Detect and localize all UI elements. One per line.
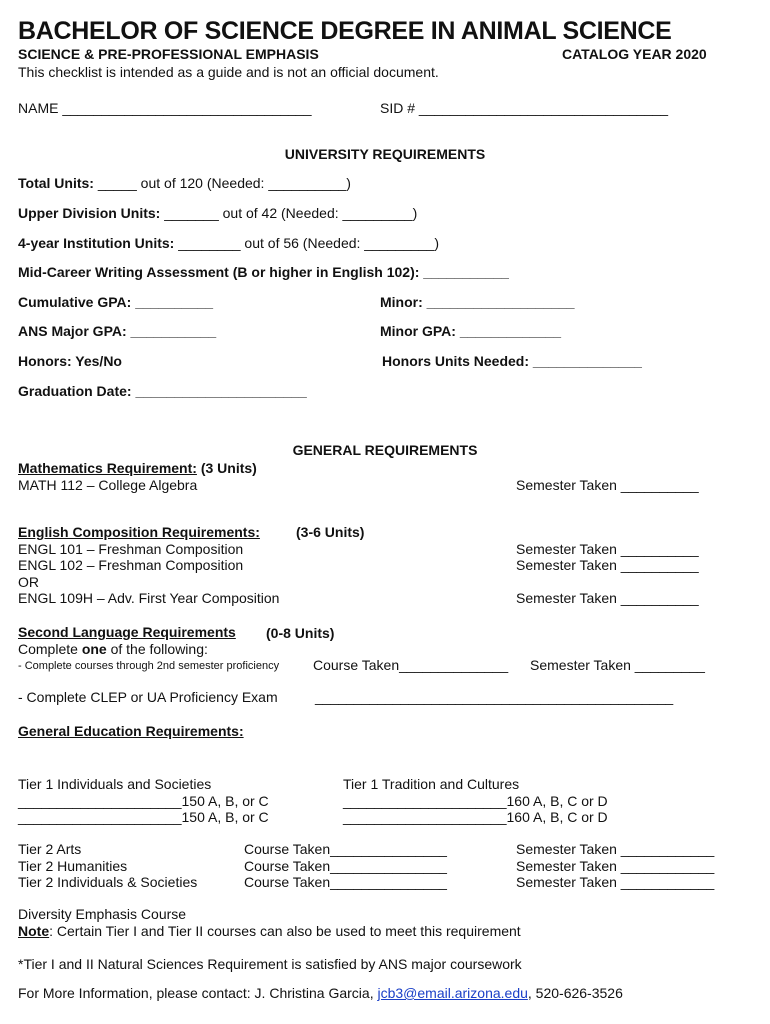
contact-email-link[interactable]: jcb3@email.arizona.edu: [377, 985, 528, 1001]
note-label: Note: [18, 923, 50, 939]
institution-units-field[interactable]: ________ out of 56 (Needed: _________): [174, 235, 440, 251]
tier2-arts-course-field[interactable]: Course Taken_______________: [244, 841, 447, 857]
note-text: : Certain Tier I and Tier II courses can also be used to meet this requirement: [49, 923, 521, 939]
upper-division-label: Upper Division Units:: [18, 205, 161, 221]
second-language-heading: [18, 624, 236, 640]
minor-gpa-field[interactable]: Minor GPA: _____________: [380, 323, 562, 339]
tier2-arts-label: Tier 2 Arts: [18, 841, 82, 857]
second-language-title: Second Language Requirements: [18, 624, 236, 640]
language-option-courses: - Complete courses through 2nd semester proficiency: [18, 660, 280, 672]
tier2-individuals-semester-field[interactable]: Semester Taken ____________: [516, 874, 715, 891]
engl-101-semester-field[interactable]: Semester Taken __________: [516, 541, 699, 557]
cumulative-gpa-field[interactable]: Cumulative GPA: __________: [18, 294, 214, 310]
ans-major-gpa-field[interactable]: ANS Major GPA: ___________: [18, 323, 217, 339]
tier1-individuals-label: Tier 1 Individuals and Societies: [18, 776, 212, 792]
engl-109h-course: ENGL 109H – Adv. First Year Composition: [18, 590, 280, 606]
math-semester-field[interactable]: Semester Taken __________: [516, 477, 699, 493]
english-units: (3-6 Units): [296, 524, 365, 540]
language-option-exam: - Complete CLEP or UA Proficiency Exam: [18, 689, 278, 705]
tier2-individuals-course-field[interactable]: Course Taken_______________: [244, 874, 447, 891]
tier2-humanities-label: Tier 2 Humanities: [18, 857, 128, 874]
or-label: OR: [18, 574, 39, 590]
tier2-labels: [18, 841, 197, 891]
mid-career-writing-field[interactable]: Mid-Career Writing Assessment (B or higher in English 102): ___________: [18, 264, 509, 280]
language-complete-one: [18, 641, 208, 657]
total-units-field[interactable]: _____ out of 120 (Needed: __________): [93, 175, 351, 191]
engl-102-semester-field[interactable]: Semester Taken __________: [516, 557, 699, 573]
tier2-humanities-course-field[interactable]: Course Taken_______________: [244, 857, 447, 874]
catalog-year: CATALOG YEAR 2020: [562, 46, 707, 62]
language-course-taken-field[interactable]: Course Taken______________: [313, 657, 509, 673]
complete-one: one: [81, 641, 107, 657]
upper-division-field[interactable]: _______ out of 42 (Needed: _________): [160, 205, 418, 221]
math-requirement-heading: [18, 460, 257, 476]
tier1-individuals-field-b[interactable]: _____________________150 A, B, or C: [18, 809, 269, 826]
tier2-arts-semester-field[interactable]: Semester Taken ____________: [516, 841, 715, 857]
tier2-humanities-semester-field[interactable]: Semester Taken ____________: [516, 857, 715, 874]
complete-pre: Complete: [18, 641, 82, 657]
diversity-course-label: Diversity Emphasis Course: [18, 906, 187, 922]
document-title: BACHELOR OF SCIENCE DEGREE IN ANIMAL SCIENCE: [18, 17, 672, 45]
honors-field[interactable]: Honors: Yes/No: [18, 353, 122, 369]
institution-units-label: 4-year Institution Units:: [18, 235, 175, 251]
language-semester-field[interactable]: Semester Taken _________: [530, 657, 705, 673]
second-language-units: (0-8 Units): [266, 625, 335, 641]
tier2-individuals-label: Tier 2 Individuals & Societies: [18, 874, 198, 891]
tier1-traditions-field-a[interactable]: _____________________160 A, B, C or D: [343, 792, 608, 809]
natural-sciences-note: *Tier I and II Natural Sciences Requirement is satisfied by ANS major coursework: [18, 956, 522, 972]
institution-units-row: [18, 235, 439, 251]
honors-units-field[interactable]: Honors Units Needed: ______________: [382, 353, 642, 369]
contact-prefix: For More Information, please contact: J. Christina Garcia,: [18, 985, 378, 1001]
math-units: (3 Units): [196, 460, 257, 476]
gen-ed-heading: General Education Requirements:: [18, 723, 244, 739]
total-units-label: Total Units:: [18, 175, 94, 191]
math-requirement-title: Mathematics Requirement:: [18, 460, 197, 476]
engl-101-course: ENGL 101 – Freshman Composition: [18, 541, 244, 557]
university-requirements-heading: UNIVERSITY REQUIREMENTS: [284, 146, 486, 162]
tier1-traditions-field-b[interactable]: _____________________160 A, B, C or D: [343, 809, 608, 826]
tier1-traditions-block: [343, 776, 608, 826]
disclaimer: This checklist is intended as a guide and is not an official document.: [18, 64, 439, 80]
contact-line: [18, 985, 623, 1001]
tier1-individuals-block: [18, 776, 269, 826]
english-requirement-heading: [18, 524, 260, 540]
note-line: [18, 923, 521, 939]
english-requirement-title: English Composition Requirements:: [18, 524, 260, 540]
complete-post: of the following:: [106, 641, 208, 657]
graduation-date-field[interactable]: Graduation Date: ______________________: [18, 383, 307, 399]
general-requirements-heading: GENERAL REQUIREMENTS: [292, 442, 478, 458]
tier1-individuals-field-a[interactable]: _____________________150 A, B, or C: [18, 792, 269, 809]
upper-division-row: [18, 205, 417, 221]
tier2-course-fields: [244, 841, 447, 891]
name-field[interactable]: NAME ________________________________: [18, 100, 312, 116]
minor-field[interactable]: Minor: ___________________: [380, 294, 575, 310]
tier2-semester-fields: [516, 841, 714, 891]
contact-phone: , 520-626-3526: [527, 985, 623, 1001]
engl-102-course: ENGL 102 – Freshman Composition: [18, 557, 244, 573]
tier1-traditions-label: Tier 1 Tradition and Cultures: [343, 776, 520, 792]
language-exam-field[interactable]: ______________________________________________: [315, 689, 674, 705]
math-course: MATH 112 – College Algebra: [18, 477, 198, 493]
sid-field[interactable]: SID # ________________________________: [380, 100, 669, 116]
emphasis-label: SCIENCE & PRE-PROFESSIONAL EMPHASIS: [18, 46, 319, 62]
engl-109h-semester-field[interactable]: Semester Taken __________: [516, 590, 699, 606]
total-units-row: [18, 175, 351, 191]
